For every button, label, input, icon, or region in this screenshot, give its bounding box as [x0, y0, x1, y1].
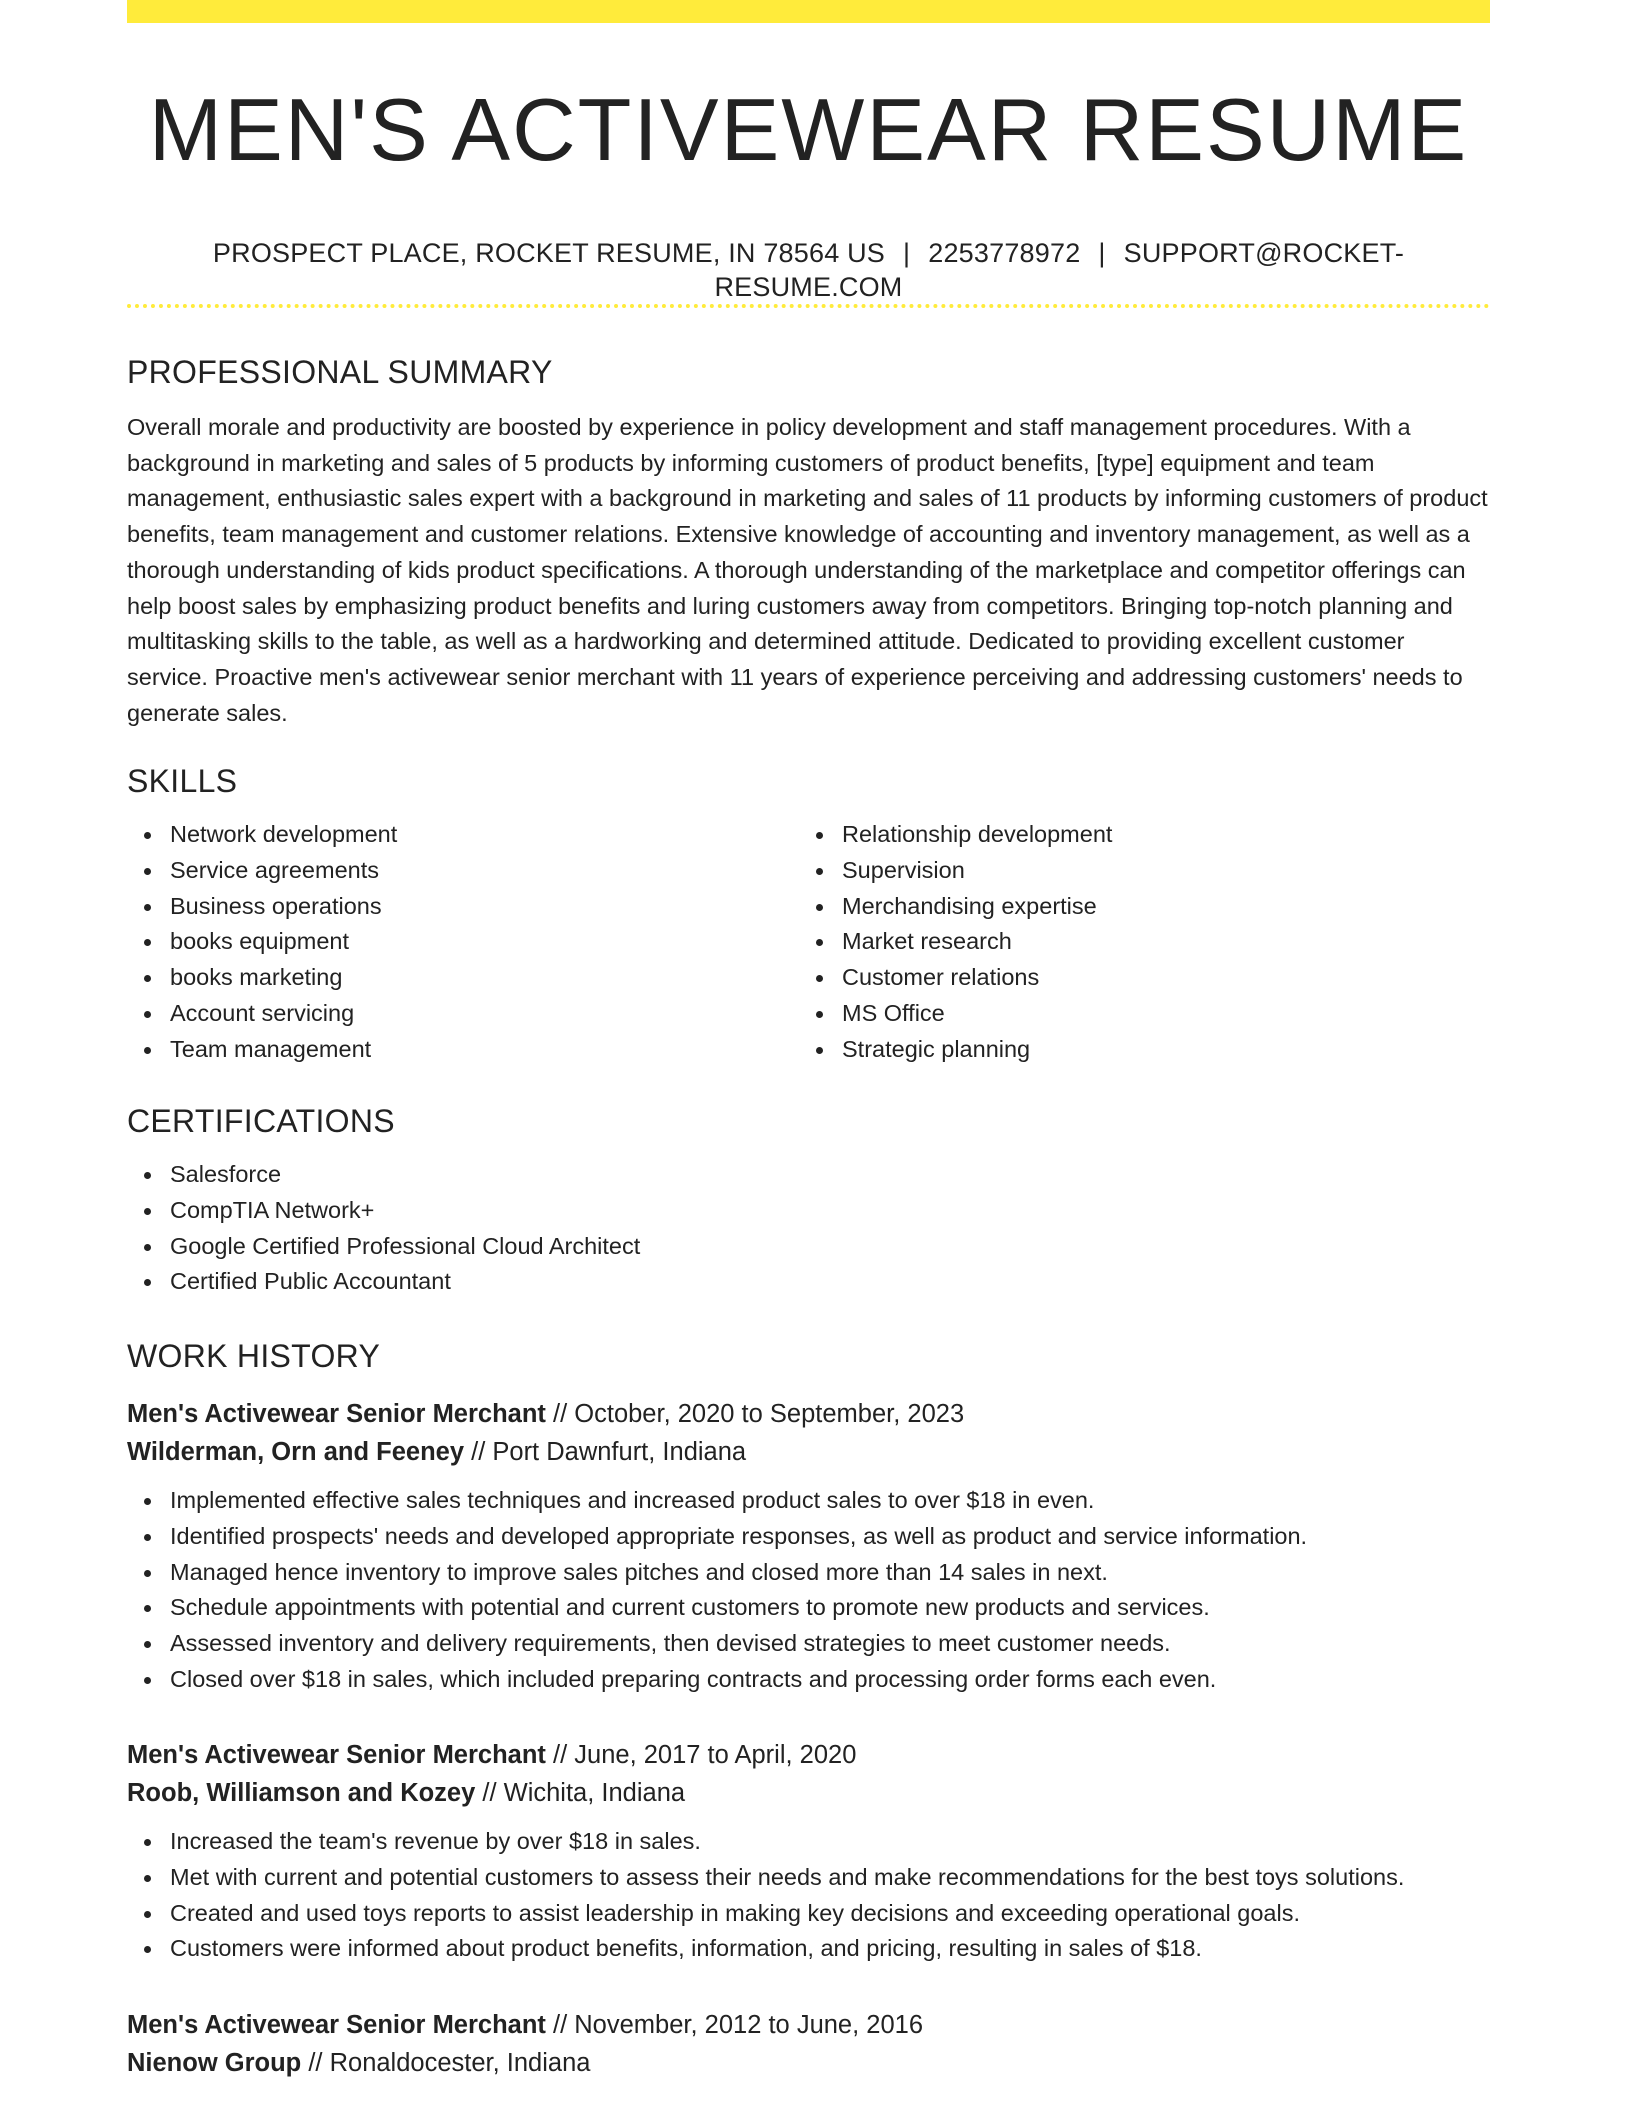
- list-item: Business operations: [127, 889, 799, 925]
- contact-email: SUPPORT@ROCKET-RESUME.COM: [714, 238, 1405, 302]
- job-title-line: [127, 2006, 1490, 2044]
- job-title-line: [127, 1736, 1490, 1774]
- dotted-divider: [127, 304, 1490, 308]
- list-item: MS Office: [799, 996, 1471, 1032]
- summary-section: [127, 352, 1490, 731]
- job-bullets: [127, 1824, 1490, 1967]
- contact-separator: |: [903, 238, 911, 268]
- list-item: Certified Public Accountant: [127, 1264, 1490, 1300]
- summary-heading: PROFESSIONAL SUMMARY: [127, 354, 553, 390]
- contact-address: PROSPECT PLACE, ROCKET RESUME, IN 78564 US: [212, 238, 886, 268]
- list-item: CompTIA Network+: [127, 1193, 1490, 1229]
- skills-section: [127, 761, 1490, 1068]
- work-history-section: [127, 1336, 1490, 1376]
- skills-heading: SKILLS: [127, 763, 238, 799]
- certifications-section: [127, 1101, 1490, 1300]
- certifications-heading: CERTIFICATIONS: [127, 1103, 395, 1139]
- accent-top-bar: [127, 0, 1490, 23]
- job-location: // Port Dawnfurt, Indiana: [471, 1438, 747, 1466]
- list-item: Customer relations: [799, 960, 1471, 996]
- list-item: Customers were informed about product benefits, information, and pricing, resulting in sales of $18.: [127, 1931, 1490, 1967]
- job-dates: // November, 2012 to June, 2016: [553, 2011, 924, 2039]
- list-item: Team management: [127, 1032, 799, 1068]
- job-company: Wilderman, Orn and Feeney: [127, 1438, 465, 1466]
- list-item: Relationship development: [799, 817, 1471, 853]
- job-title: Men's Activewear Senior Merchant: [127, 1400, 546, 1428]
- job-title-line: [127, 1395, 1490, 1433]
- list-item: Merchandising expertise: [799, 889, 1471, 925]
- skills-column-left: [127, 817, 799, 1068]
- contact-phone: 2253778972: [928, 238, 1081, 268]
- job-entry: [127, 1736, 1490, 1967]
- list-item: Met with current and potential customers to assess their needs and make recommendations for the best toys solutions.: [127, 1860, 1490, 1896]
- job-entry: [127, 1395, 1490, 1698]
- work-history-heading: WORK HISTORY: [127, 1338, 381, 1374]
- job-title: Men's Activewear Senior Merchant: [127, 1741, 546, 1769]
- list-item: Account servicing: [127, 996, 799, 1032]
- list-item: Market research: [799, 924, 1471, 960]
- contact-line: [127, 236, 1490, 304]
- list-item: Closed over $18 in sales, which included preparing contracts and processing order forms each even.: [127, 1662, 1490, 1698]
- skills-list-left: [127, 817, 799, 1068]
- list-item: books marketing: [127, 960, 799, 996]
- list-item: Schedule appointments with potential and current customers to promote new products and services.: [127, 1590, 1490, 1626]
- certifications-list: [127, 1157, 1490, 1300]
- list-item: Supervision: [799, 853, 1471, 889]
- job-dates: // June, 2017 to April, 2020: [553, 1741, 857, 1769]
- list-item: Identified prospects' needs and developed appropriate responses, as well as product and service information.: [127, 1519, 1490, 1555]
- list-item: Managed hence inventory to improve sales pitches and closed more than 14 sales in next.: [127, 1555, 1490, 1591]
- skills-list-right: [799, 817, 1471, 1068]
- job-title: Men's Activewear Senior Merchant: [127, 2011, 546, 2039]
- skills-column-right: [799, 817, 1471, 1068]
- list-item: Salesforce: [127, 1157, 1490, 1193]
- job-location: // Wichita, Indiana: [482, 1779, 686, 1807]
- list-item: Network development: [127, 817, 799, 853]
- job-entry: [127, 2006, 1490, 2082]
- job-company: Nienow Group: [127, 2049, 302, 2077]
- list-item: books equipment: [127, 924, 799, 960]
- contact-separator: |: [1098, 238, 1106, 268]
- job-location: // Ronaldocester, Indiana: [308, 2049, 591, 2077]
- job-company: Roob, Williamson and Kozey: [127, 1779, 476, 1807]
- list-item: Assessed inventory and delivery requirements, then devised strategies to meet customer needs.: [127, 1626, 1490, 1662]
- list-item: Increased the team's revenue by over $18 in sales.: [127, 1824, 1490, 1860]
- job-company-line: [127, 2044, 1490, 2082]
- list-item: Implemented effective sales techniques and increased product sales to over $18 in even.: [127, 1483, 1490, 1519]
- job-bullets: [127, 1483, 1490, 1698]
- list-item: Created and used toys reports to assist leadership in making key decisions and exceeding operational goals.: [127, 1896, 1490, 1932]
- job-company-line: [127, 1433, 1490, 1471]
- list-item: Service agreements: [127, 853, 799, 889]
- job-dates: // October, 2020 to September, 2023: [553, 1400, 965, 1428]
- job-company-line: [127, 1774, 1490, 1812]
- list-item: Strategic planning: [799, 1032, 1471, 1068]
- skills-columns: [127, 817, 1490, 1068]
- summary-text: Overall morale and productivity are boosted by experience in policy development and staff management procedures. With a background in marketing and sales of 5 products by informing customers of product benefits, [type] equipment and team management, enthusiastic sales expert with a background in marketing and sales of 11 products by informing customers of product benefits, team management and customer relations. Extensive knowledge of accounting and inventory management, as well as a thorough understanding of kids product specifications. A thorough understanding of the marketplace and competitor offerings can help boost sales by emphasizing product benefits and luring customers away from competitors. Bringing top-notch planning and multitasking skills to the table, as well as a hardworking and determined attitude. Dedicated to providing excellent customer service. Proactive men's activewear senior merchant with 11 years of experience perceiving and addressing customers' needs to generate sales.: [127, 414, 1488, 726]
- resume-title: MEN'S ACTIVEWEAR RESUME: [148, 80, 1469, 179]
- list-item: Google Certified Professional Cloud Architect: [127, 1229, 1490, 1265]
